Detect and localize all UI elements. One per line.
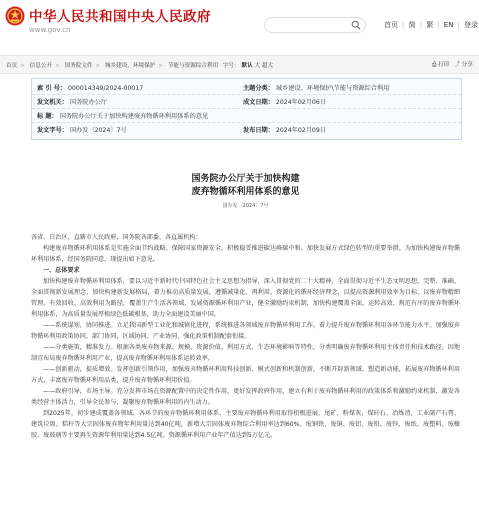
doc-no-label: 发文字号： [37,127,68,134]
principle-paragraph: ——政府引导，市场主导。充分发挥市场在资源配置中的决定性作用，更好发挥政府作用，建立有利于废弃物循环利用的政策体系和激励约束机制，激发各类经营主体活力，引导全民参与，凝聚废弃物循环利用的内生动力。 [31,388,460,406]
meta-divider [32,122,461,123]
document-metadata [31,78,462,140]
print-icon[interactable]: ⎙ [432,62,437,68]
principle-paragraph: ——分类施策，精准发力。根据各类废弃物来源、规模、资源价值、利用方式、生态环境影响等特性，分类明确废弃物循环利用主体责任和技术路径。因地制宜布局废弃物循环利用产业，提高废弃物循环利用体系运转效率。 [31,344,460,362]
breadcrumb-home[interactable]: 首页 [6,63,18,69]
doc-no-value: 国办发〔2024〕7号 [69,127,127,134]
simplified-link[interactable]: 简 [408,21,416,29]
section-heading: 一、总体要求 [43,267,80,274]
meta-divider [32,108,461,109]
site-url: www.gov.cn [29,26,71,34]
category-value: 城乡建设、环境保护\节能与资源综合利用 [275,85,390,92]
date-created-value: 2024年02月06日 [275,99,326,106]
breadcrumb-state-council-docs[interactable]: 国务院文件 [64,63,93,69]
intro-paragraph: 构建废弃物循环利用体系是实施全面节约战略、保障国家资源安全、积极稳妥推进碳达峰碳中和、加快发展方式绿色转型的重要举措。为加快构建废弃物循环利用体系，经国务院同意，现提出如下意见。 [31,245,460,263]
document-number: 国办发〔2024〕7号 [222,203,269,209]
page-actions [432,60,473,69]
traditional-link[interactable]: 繁 [426,21,434,29]
document-title [31,173,460,212]
category-label: 主题分类： [243,85,274,92]
login-link[interactable]: 登录 [464,21,479,29]
national-emblem-icon [5,6,25,26]
index-value: 000014349/2024-00017 [68,85,144,92]
top-links: 首页 | 简 | 繁 | EN | 登录 [384,21,479,29]
guiding-paragraph: 加快构建废弃物循环利用体系，要以习近平新时代中国特色社会主义思想为指导，深入贯彻党的二十大精神，全面贯彻习近平生态文明思想，完整、准确、全面贯彻新发展理念，加快构建新发展格局，着力推动高质量发展，遵循减量化、再利用、资源化的循环经济理念，以提高资源利用效率为目标，以废弃物精细管理、有效回收、高效利用为路径，覆盖生产生活各领域，发展资源循环利用产业，健全激励约束机制，加快构建覆盖全面、运转高效、规范有序的废弃物循环利用体系，为高质量发展厚植绿色低碳根基，助力全面建设美丽中国。 [31,278,460,318]
issuer-value: 国务院办公厅 [69,99,108,106]
share-link[interactable]: 分享 [461,62,473,68]
publish-date-label: 发布日期： [243,127,274,134]
breadcrumb-energy-saving[interactable]: 节能与资源综合利用 [167,63,219,69]
publish-date-value: 2024年02月09日 [275,127,326,134]
document-body [31,151,460,510]
meta-divider [32,94,461,95]
search-icon[interactable] [351,20,361,30]
font-size-control [223,63,273,69]
share-icon[interactable]: ⤴ [454,62,460,68]
principle-paragraph: ——创新驱动，提质增效。发挥创新引领作用，加强废弃物循环利用科技创新、模式创新和机制创新，不断开辟新领域、塑造新动能，拓展废弃物循环利用方式，丰富废弃物循环利用品类，提升废弃物循环利用价值。 [31,366,460,384]
principle-paragraph: ——系统谋划，协同推进。立足我国新型工业化和城镇化进程，系统推进各领域废弃物循环利用工作，着力提升废弃物循环利用各环节能力水平。加强废弃物循环利用政策协同、部门协同、区域协同、产业协同，强化政策机制配套衔接。 [31,322,460,340]
site-title[interactable]: 中华人民共和国中央人民政府 [29,9,211,25]
print-link[interactable]: 打印 [438,62,450,68]
breadcrumb-urban-environment[interactable]: 城乡建设、环境保护 [104,63,156,69]
index-label: 索 引 号： [37,85,67,92]
document-title-line1: 国务院办公厅关于加快构建 [191,174,300,184]
search-input[interactable] [264,17,366,33]
issuer-label: 发文机关： [37,99,68,106]
subject-value: 国务院办公厅关于加快构建废弃物循环利用体系的意见 [59,113,209,120]
breadcrumb: 首页 > 信息公开 > 国务院文件 > 城乡建设、环境保护 > 节能与资源综合利用 字号： 默认 大 超大 ⎙ 打印 ⤴ 分享 [0,55,479,74]
document-title-line2: 废弃物循环利用体系的意见 [191,187,300,197]
font-size-default[interactable]: 默认 [241,63,253,69]
site-header [0,0,479,47]
font-size-large[interactable]: 大 [254,63,261,69]
target-paragraph: 到2025年，初步建成覆盖各领域、各环节的废弃物循环利用体系，主要废弃物循环利用取得积极进展。尾矿、粉煤灰、煤矸石、冶炼渣、工业副产石膏、建筑垃圾、秸秆等大宗固体废弃物年利用量达到40亿吨，新增大宗固体废弃物综合利用率达到60%。废钢铁、废铜、废铝、废铅、废锌、废纸、废塑料、废橡胶、废玻璃等主要再生资源年利用量达到4.5亿吨。资源循环利用产业年产值达到5万亿元。 [31,410,460,439]
greeting: 各省、自治区、直辖市人民政府，国务院各部委、各直属机构： [31,234,202,241]
breadcrumb-info-public[interactable]: 信息公开 [29,63,53,69]
english-link[interactable]: EN [443,21,454,29]
font-size-xlarge[interactable]: 超大 [261,63,274,69]
home-link[interactable]: 首页 [384,21,398,29]
subject-label: 标 题： [37,113,58,120]
date-created-label: 成文日期： [243,99,274,106]
font-size-label: 字号： [222,63,240,69]
